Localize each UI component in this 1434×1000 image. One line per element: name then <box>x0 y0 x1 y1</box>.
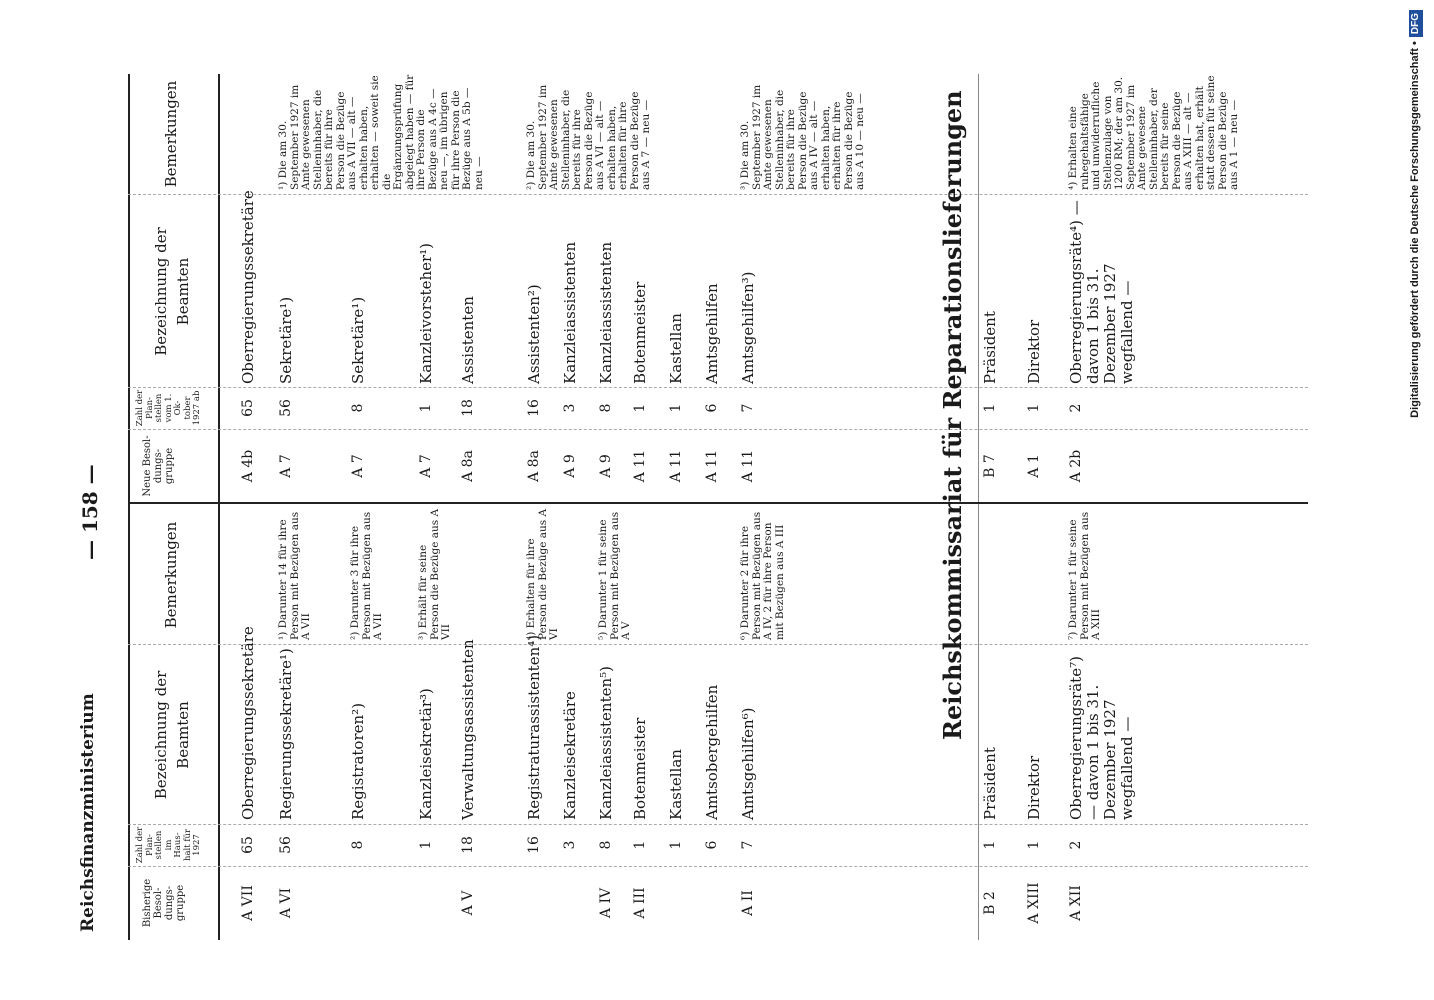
table-row: Präsident <box>981 311 999 384</box>
table-row: Kanzleivorsteher¹) <box>417 242 435 384</box>
table-row: 6 <box>704 403 720 413</box>
table-row: Oberregierungssekretäre <box>239 190 257 384</box>
table-row: A III <box>632 887 648 919</box>
table-row: A 9 <box>562 454 578 478</box>
table-row: A 1 <box>1026 454 1042 478</box>
table-row: A 11 <box>632 449 648 483</box>
table-row: 1 <box>632 840 648 850</box>
dfg-logo: DFG <box>1409 10 1423 37</box>
table-row: Botenmeister <box>631 717 649 820</box>
table-row: 56 <box>278 399 294 417</box>
table-row: Oberregierungsräte⁷) — davon 1 bis 31. Dezember 1927 wegfallend — <box>1067 656 1136 820</box>
table-row: A II <box>740 890 756 916</box>
col-divider <box>128 387 1308 388</box>
table-row: Kanzleiassistenten <box>561 241 579 384</box>
header-title: Bezeichnung der Beamten <box>152 227 192 356</box>
table-row: 7 <box>740 840 756 850</box>
footnote: ⁴) Erhalten für ihre Person die Bezüge aus A VI <box>525 508 560 640</box>
table-row: 8 <box>350 840 366 850</box>
header-old-group: Bisherige Besol- dungs- gruppe <box>142 878 186 928</box>
table-row: 1 <box>1026 403 1042 413</box>
footnote: ¹) Darunter 14 für ihre Person mit Bezügen aus A VII <box>277 511 312 640</box>
table-row: Kastellan <box>667 313 685 384</box>
table-row: Oberregierungssekretäre <box>239 626 257 820</box>
footnote: ⁵) Darunter 1 für seine Person mit Bezügen aus A V <box>597 511 632 640</box>
table-row: Kanzleiassistenten <box>597 241 615 384</box>
table-row: Registraturassistenten⁴) <box>525 634 543 820</box>
table-row: Assistenten²) <box>525 284 543 384</box>
middle-divider-lower <box>978 502 1308 504</box>
table-row: 1 <box>418 840 434 850</box>
table-row: A 11 <box>740 449 756 483</box>
table-row: 18 <box>460 836 476 854</box>
table-row: Verwaltungsassistenten <box>459 639 477 820</box>
table-row: 16 <box>526 399 542 417</box>
page-number: — 158 — <box>78 464 102 560</box>
table-row: Amtsgehilfen <box>703 283 721 384</box>
table-row: A VII <box>240 885 256 921</box>
table-row: Kastellan <box>667 749 685 820</box>
table-row: A 11 <box>704 449 720 483</box>
table-row: 1 <box>1026 840 1042 850</box>
table-row: 1 <box>668 403 684 413</box>
table-row: Registratoren²) <box>349 702 367 820</box>
table-row: 1 <box>418 403 434 413</box>
footnote: ⁷) Darunter 1 für seine Person mit Bezügen aus A XIII <box>1067 511 1102 640</box>
table-row: Kanzleiassistenten⁵) <box>597 665 615 820</box>
table-row: Direktor <box>1025 319 1043 384</box>
table-row: A XII <box>1068 885 1084 921</box>
table-row: 18 <box>460 399 476 417</box>
footnote: ¹) Die am 30. September 1927 im Amte gewesenen Stelleninhaber, die bereits für ihre Person die Bezüge aus A VII — alt — erhalten haben, erhalten — soweit sie die Ergänzungsprüfung abgelegt haben — für ihre Person die Bezüge aus A 4c — neu —, im übrigen für ihre Person die Bezüge aus A 5b — neu — <box>277 74 485 190</box>
table-row: 65 <box>240 399 256 417</box>
table-row: 1 <box>668 840 684 850</box>
header-remarks: Bemerkungen <box>162 80 180 188</box>
col-divider <box>128 644 1308 645</box>
table-row: Regierungssekretäre¹) <box>277 648 295 820</box>
col-divider <box>128 824 1308 825</box>
table-row: 3 <box>562 840 578 850</box>
table-row: 3 <box>562 403 578 413</box>
section-rule <box>978 74 979 940</box>
table-row: Sekretäre¹) <box>277 296 295 384</box>
table-row: A 7 <box>278 454 294 478</box>
table-row: Amtsgehilfen⁶) <box>739 707 757 820</box>
table-row: 56 <box>278 836 294 854</box>
table-row: A IV <box>598 887 614 919</box>
table-row: 2 <box>1068 403 1084 413</box>
table-row: A 8a <box>460 450 476 482</box>
table-row: 1 <box>982 840 998 850</box>
table-row: B 7 <box>982 454 998 478</box>
footnote: ⁴) Erhalten eine ruhegehaltsfähige und unwiderrufliche Stellenzulage von 1200 RM; der am 30. September 1927 im Amte gewesene Stelleninhaber, der bereits für seine Person die Bezüge aus A XIII — alt — erhalten hat, erhält statt dessen für seine Person die Bezüge aus A 1 — neu — <box>1067 75 1240 190</box>
side-note <box>1404 10 1426 990</box>
table-row: A 7 <box>350 454 366 478</box>
table-row: A 2b <box>1068 449 1084 483</box>
table-row: B 2 <box>982 891 998 915</box>
table-row: Amtsobergehilfen <box>703 684 721 820</box>
footnote: ²) Darunter 3 für ihre Person mit Bezügen aus A VII <box>349 511 384 640</box>
table-row: A 9 <box>598 454 614 478</box>
table-row: 7 <box>740 403 756 413</box>
table-row: A 4b <box>240 449 256 483</box>
table-row: A XIII <box>1026 882 1042 924</box>
table-row: Direktor <box>1025 755 1043 820</box>
table-row: 16 <box>526 836 542 854</box>
col-divider <box>128 429 1308 430</box>
footnote: ²) Die am 30. September 1927 im Amte gewesenen Stelleninhaber, die bereits für ihre Person die Bezüge aus A VI — alt — erhalten haben, erhalten für ihre Person die Bezüge aus A 7 — neu — <box>525 84 652 190</box>
table-row: 1 <box>982 403 998 413</box>
table-top-rule <box>128 74 130 940</box>
header-new-group: Neue Besol- dungs- gruppe <box>142 435 175 497</box>
table-row: Sekretäre¹) <box>349 296 367 384</box>
header-rule <box>218 74 220 940</box>
table-row: 8 <box>350 403 366 413</box>
table-row: Assistenten <box>459 296 477 384</box>
table-row: A VI <box>278 887 294 919</box>
table-row: A 7 <box>418 454 434 478</box>
table-row: Botenmeister <box>631 281 649 384</box>
table-row: 65 <box>240 836 256 854</box>
header-count: Zahl der Plan- stellen im Haus- halt für 1927 <box>135 826 202 864</box>
table-row: 6 <box>704 840 720 850</box>
table-row: 2 <box>1068 840 1084 850</box>
col-divider <box>128 194 1308 195</box>
table-row: 1 <box>632 403 648 413</box>
footnote: ⁶) Darunter 2 für ihre Person mit Bezügen aus A IV, 2 für ihre Person mit Bezügen aus A III <box>739 511 786 640</box>
table-row: Amtsgehilfen³) <box>739 271 757 384</box>
footnote: ³) Die am 30. September 1927 im Amte gewesenen Stelleninhaber, die bereits für ihre Person die Bezüge aus A IV — alt — erhalten haben, erhalten für ihre Person die Bezüge aus A 10 — neu — <box>739 84 866 190</box>
header-count: Zahl der Plan- stellen vom 1. Ok- tober 1927 ab <box>135 389 202 427</box>
table-row: Kanzleisekretäre <box>561 691 579 820</box>
table-row: A V <box>460 890 476 916</box>
table-row: A 11 <box>668 449 684 483</box>
header-title: Bezeichnung der Beamten <box>152 670 192 800</box>
table-row: Kanzleisekretär³) <box>417 688 435 820</box>
section-title: Reichskommissariat für Reparationslieferungen <box>938 90 967 740</box>
table-row: Oberregierungsräte⁴) — davon 1 bis 31. Dezember 1927 wegfallend — <box>1067 200 1136 384</box>
side-note-text: Digitalisierung gefördert durch die Deutsche Forschungsgemeinschaft • <box>1409 41 1421 418</box>
col-divider <box>128 866 1308 867</box>
ministry-title: Reichsfinanzministerium <box>78 693 98 932</box>
side-strip <box>1404 0 1426 1000</box>
table-row: 8 <box>598 403 614 413</box>
table-row: A 8a <box>526 450 542 482</box>
header-remarks: Bemerkungen <box>162 521 180 629</box>
table-row: Präsident <box>981 747 999 820</box>
table-row: 8 <box>598 840 614 850</box>
footnote: ³) Erhält für seine Person die Bezüge aus A VII <box>417 508 452 640</box>
